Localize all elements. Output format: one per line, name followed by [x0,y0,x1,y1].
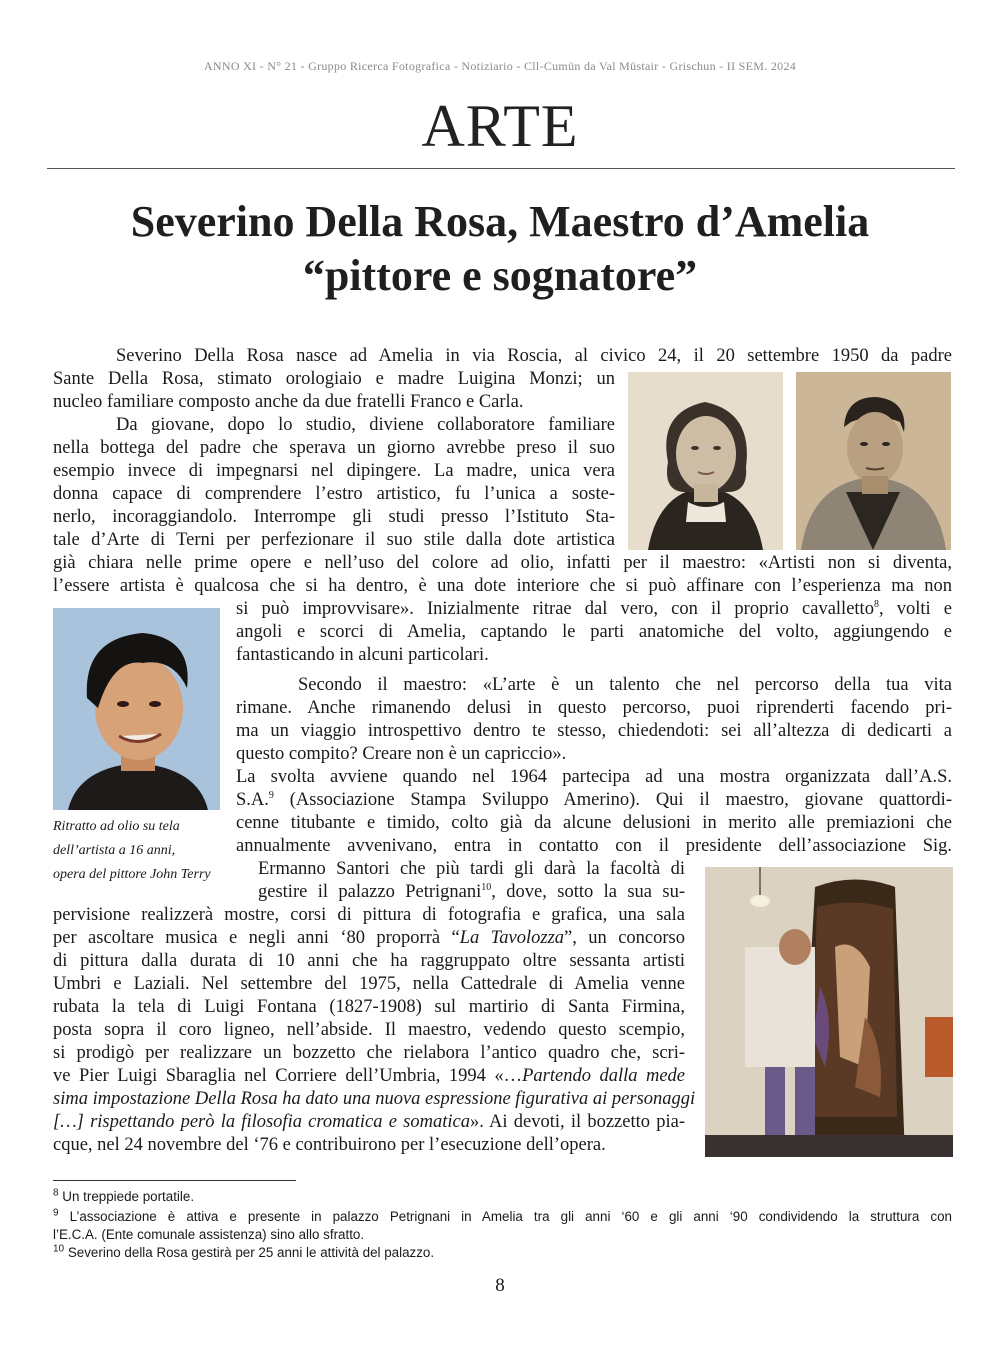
body-line: l’essere artista è qualcosa che si ha dentro, è una dote interiore che si può affinare con l’esperienza ma non [53,576,952,596]
body-line [53,1065,685,1088]
footnote-text: L’associazione è attiva e presente in palazzo Petrignani in Amelia tra gli anni ‘60 e gli anni ‘90 condividendo la struttura con [69,1209,952,1224]
body-line: già chiara nelle prime opere e nell’uso del colore ad olio, infatti per il maestro: «Artisti non si diventa, [53,553,952,573]
footnote-number: 10 [53,1243,65,1255]
footnote-9 [53,1208,952,1225]
body-line: rimane. Anche rimanendo delusi in questo percorso, puoi riprenderti facendo pri- [236,698,952,718]
page-number: 8 [495,1275,505,1296]
body-line: questo compito? Creare non è un capriccio». [236,744,567,764]
body-line: La svolta avviene quando nel 1964 partecipa ad una mostra organizzata dall’A.S. [236,767,952,787]
running-head: ANNO XI - N° 21 - Gruppo Ricerca Fotografica - Notiziario - Cll-Cumün da Val Müstair - Grischun - II SEM. 2024 [203,59,797,73]
article-title [0,195,1000,303]
header-rule [47,168,955,169]
body-line: tale d’Arte di Terni per perfezionare il suo stile dalla dote artistica [53,530,615,550]
body-text: per ascoltare musica e negli anni ‘80 proporrà “ [53,928,460,948]
body-text: gestire il palazzo Petrignani [258,882,482,902]
photo-mother-art [628,372,783,550]
photo-caption-line3: opera del pittore John Terry [53,867,211,882]
photo-portrait-painting [53,608,220,810]
body-line: nerlo, incoraggiandolo. Interrompe gli studi presso l’Istituto Sta- [53,507,615,527]
body-text: , volti e [878,599,952,619]
body-text-italic: sima impostazione Della Rosa ha dato una nuova espressione figurativa ai personaggi [53,1089,696,1109]
footnote-mark: 10 [481,881,492,893]
body-line: posta sopra il coro ligneo, nell’abside. Il maestro, vedendo questo scempio, [53,1020,685,1040]
body-text: S.A. [236,790,269,810]
footnote-text: Un treppiede portatile. [62,1189,195,1204]
body-text-italic: La Tavolozza [459,928,565,948]
body-line: cque, nel 24 novembre del ‘76 e contribuirono per l’esecuzione dell’opera. [53,1135,606,1155]
body-line: Severino Della Rosa nasce ad Amelia in via Roscia, al civico 24, il 20 settembre 1950 da padre [116,346,952,366]
photo-caption-line1: Ritratto ad olio su tela [53,819,180,834]
section-title: ARTE [421,93,579,159]
body-text: ve Pier Luigi Sbaraglia nel Corriere dell’Umbria, 1994 «… [53,1066,523,1086]
body-text: si può improvvisare». Inizialmente ritrae dal vero, con il proprio cavalletto [236,599,874,619]
body-line: cenne titubante e timido, colto già da alcune delusioni in merito alle premiazioni che [236,813,952,833]
footnote-number: 9 [53,1207,59,1219]
body-line: donna capace di comprendere l’estro artistico, fu l’unica a soste- [53,484,615,504]
body-line: nella bottega del padre che sperava un giorno avrebbe preso il suo [53,438,615,458]
photo-painter-at-work [705,867,953,1157]
body-text: (Associazione Stampa Sviluppo Amerino). Qui il maestro, giovane quattordi- [273,790,952,810]
body-text: , dove, sotto la sua su- [491,882,686,902]
body-line [236,598,952,621]
footnote-mark: 8 [873,598,879,610]
body-line: esempio invece di impegnarsi nel dipingere. La madre, unica vera [53,461,615,481]
body-line: di pittura dalla durata di 10 anni che ha raggruppato oltre sessanta artisti [53,951,685,971]
footnote-text: Severino della Rosa gestirà per 25 anni le attività del palazzo. [67,1245,435,1260]
body-line: Secondo il maestro: «L’arte è un talento che nel percorso della tua vita [298,675,952,695]
footnote-10 [53,1244,434,1261]
photo-mother [628,372,783,550]
body-line: si prodigò per realizzare un bozzetto che rielabora l’antico quadro che, scri- [53,1043,685,1063]
body-line: Sante Della Rosa, stimato orologiaio e madre Luigina Monzi; un [53,369,615,389]
body-line [53,1111,685,1134]
body-line [53,927,685,950]
portrait-painting-art [53,608,220,810]
article-title-line2: “pittore e sognatore” [302,251,698,300]
body-text-italic: Partendo dalla mede [522,1066,685,1086]
body-text: ». Ai devoti, il bozzetto pia- [469,1112,685,1132]
footnote-mark: 9 [268,789,274,801]
body-text-italic: […] rispettando però la filosofia cromatica e somatica [53,1112,470,1132]
painter-at-work-art [705,867,953,1157]
photo-father-art [796,372,951,550]
footnote-rule [53,1180,296,1181]
body-line [236,789,952,812]
body-line: fantasticando in alcuni particolari. [236,645,489,665]
body-line [258,881,685,904]
body-line: angoli e scorci di Amelia, captando le parti anatomiche del volto, aggiungendo e [236,622,952,642]
photo-father [796,372,951,550]
body-line [53,1088,696,1111]
body-line: nucleo familiare composto anche da due fratelli Franco e Carla. [53,392,524,412]
body-line: ma un viaggio introspettivo dentro te stesso, chiedendoti: sei all’altezza di dedicarti a [236,721,952,741]
body-line: rubata la tela di Luigi Fontana (1827-1908) sul martirio di Santa Firmina, [53,997,685,1017]
footnote-8 [53,1188,194,1205]
footnote-9-cont: l’E.C.A. (Ente comunale assistenza) sino allo sfratto. [53,1227,365,1242]
body-line: Ermanno Santori che più tardi gli darà la facoltà di [258,859,685,879]
body-line: pervisione realizzerà mostre, corsi di pittura di fotografia e grafica, una sala [53,905,685,925]
article-title-line1: Severino Della Rosa, Maestro d’Amelia [130,197,870,246]
body-line: Da giovane, dopo lo studio, diviene collaboratore familiare [116,415,615,435]
footnote-number: 8 [53,1187,59,1199]
body-text: ”, un concorso [564,928,685,948]
body-line: annualmente avvenivano, entra in contatto con il presidente dell’associazione Sig. [236,836,952,856]
photo-caption-line2: dell’artista a 16 anni, [53,843,176,858]
body-line: Umbri e Laziali. Nel settembre del 1975, nella Cattedrale di Amelia venne [53,974,685,994]
